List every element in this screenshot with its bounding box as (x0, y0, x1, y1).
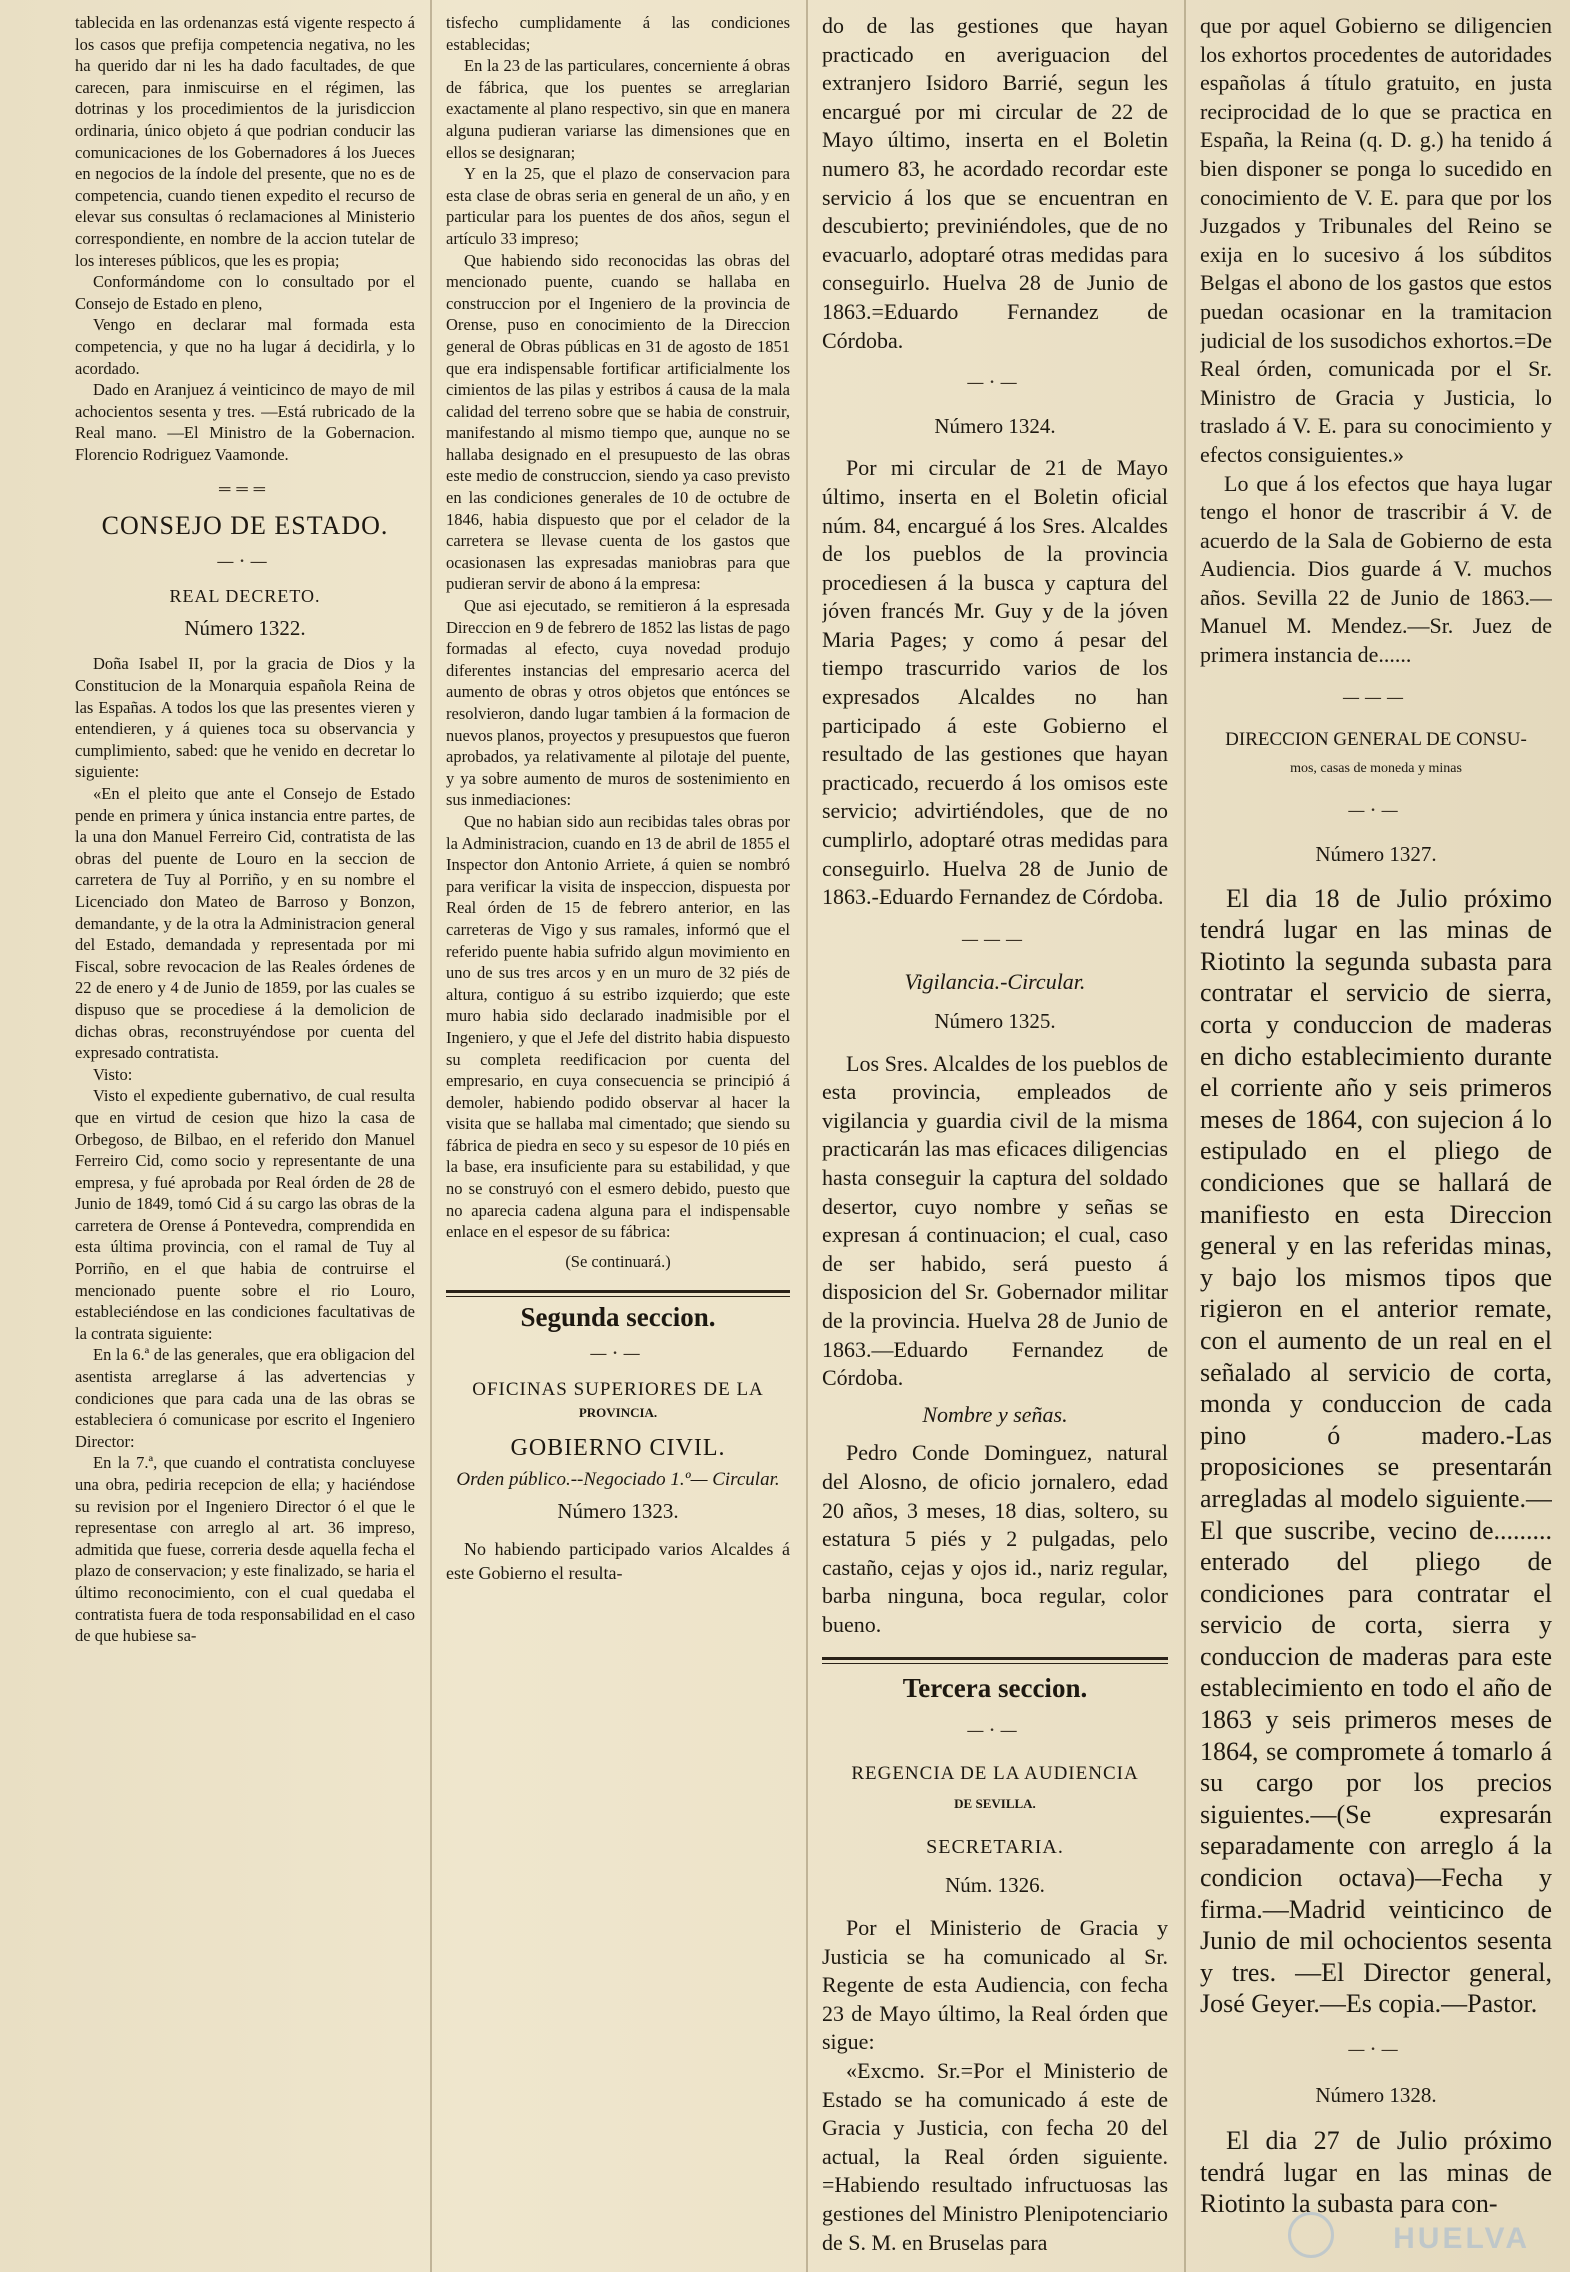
separator: —·— (217, 552, 273, 570)
subsection-heading: Nombre y señas. (922, 1401, 1068, 1427)
paragraph: Y en la 25, que el plazo de conservacion para esta clase de obras seria en general de un año, y en particular para los puentes de dos años, segun el artículo 33 impreso; (446, 164, 790, 248)
paragraph: Dado en Aranjuez á veinticinco de mayo de mil achocientos sesenta y tres. —Está rubricado de la Real mano. —El Ministro de la Gobernacion. Florencio Rodriguez Vaamonde. (75, 380, 415, 464)
item-number: Número 1323. (557, 1499, 679, 1523)
paragraph: Por mi circular de 21 de Mayo último, inserta en el Boletin oficial núm. 84, encargué á los Sres. Alcaldes de los pueblos de la provincia procediesen á la busca y captura del jóven francés Mr. Guy y de la jóven Maria Pages; y como á pesar del tiempo trascurrido varios de los expresados Alcaldes no han participado á este Gobierno el resultado de las gestiones que hayan practicado, recuerdo á los omisos este servicio; advirtiéndoles, que de no cumplirlo, adoptaré otras medidas para conseguirlo. Huelva 28 de Junio de 1863.-Eduardo Fernandez de Córdoba. (822, 455, 1168, 910)
separator: —·— (967, 1722, 1023, 1740)
paragraph: «Excmo. Sr.=Por el Ministerio de Estado se ha comunicado á este de Gracia y Justicia, con fecha 20 del actual, la Real órden siguiente. =Habiendo resultado infructuosas las gestiones del Ministro Plenipotenciario de S. M. en Bruselas para (822, 2058, 1168, 2255)
column-rule (1184, 0, 1186, 2272)
paragraph: Que asi ejecutado, se remitieron á la espresada Direccion en 9 de febrero de 1852 las listas de pago formadas al efecto, cuya novedad produjo diferentes instancias del empresario acerca del aumento de obras y otros objetos que entónces se resolvieron, dando lugar tambien á la formacion de nuevos planos, proyectos y presupuestos que fueron aprobados, ya relativamente al pilotaje del puente, y ya sobre aumento de muros de sostenimiento en sus inmediaciones: (446, 596, 790, 810)
decree-heading: REAL DECRETO. (169, 586, 321, 607)
item-number: Núm. 1326. (945, 1873, 1045, 1898)
paragraph: Doña Isabel II, por la gracia de Dios y la Constitucion de la Monarquia española Reina de las Españas. A todos los que las presentes vieren y entendieren, y á quienes toca su observancia y cumplimiento, sabed: que he venido en decretar lo siguiente: (75, 654, 415, 782)
separator: —·— (590, 1345, 646, 1363)
section-heading: CONSEJO DE ESTADO. (101, 511, 389, 541)
column-2 (446, 12, 790, 1585)
paragraph: tisfecho cumplidamente á las condiciones establecidas; (446, 13, 790, 54)
paragraph: Visto el expediente gubernativo, de cual resulta que en virtud de cesion que hizo la casa de Orbegoso, de Bilbao, en el referido don Manuel Ferreiro Cid, como socio y representante de una empresa, y fué aprobada por Real órden de 28 de Junio de 1849, tomó Cid á su cargo las obras de la carretera de Orense á Pontevedra, comprendida en esta última provincia, con el ramal de Tuy al Porriño, en el que habia de contruirse el mencionado puente sobre el rio Louro, estableciéndose en las condiciones facultativas de la contrata siguiente: (75, 1086, 415, 1343)
section-heading: Tercera seccion. (902, 1673, 1088, 1704)
section-heading: Segunda seccion. (520, 1302, 716, 1333)
paragraph: Conformándome con lo consultado por el Consejo de Estado en pleno, (75, 272, 415, 313)
separator: —·— (1348, 802, 1404, 820)
paragraph: En la 7.ª, que cuando el contratista concluyese una obra, pediria recepcion de ella; y haciéndose su revision por el Ingeniero Director ó el que le representase con arreglo al art. 36 impreso, admitida que fuese, correria desde aquella fecha el plazo de conservacion; y este finalizado, se haria el último reconocimiento, con el cual quedaba el contratista fuera de toda responsabilidad en el caso de que hubiese sa- (75, 1453, 415, 1646)
government-heading: GOBIERNO CIVIL. (510, 1434, 726, 1461)
paragraph: Lo que á los efectos que haya lugar tengo el honor de trascribir á V. de acuerdo de la Sala de Gobierno de esta Audiencia. Dios guarde á V. muchos años. Sevilla 22 de Junio de 1863.—Manuel M. Mendez.—Sr. Juez de primera instancia de...... (1200, 470, 1552, 668)
archive-seal-icon (1288, 2212, 1334, 2258)
column-rule (806, 0, 808, 2272)
office-heading: SECRETARIA. (926, 1835, 1064, 1858)
archive-watermark: HUELVA (1393, 2222, 1530, 2255)
column-1 (75, 12, 415, 1647)
paragraph: Visto: (93, 1064, 133, 1084)
section-rule (446, 1290, 790, 1297)
continued-note: (Se continuará.) (565, 1251, 671, 1271)
office-heading: DIRECCION GENERAL DE CONSU- (1225, 729, 1527, 751)
paragraph: Vengo en declarar mal formada esta competencia, y que no ha lugar á decidirla, y lo acordado. (75, 315, 415, 378)
paragraph: que por aquel Gobierno se diligencien los exhortos procedentes de autoridades españolas á título gratuito, en justa reciprocidad de lo que se practica en España, la Reina (q. D. g.) ha tenido á bien disponer se ponga lo sucedido en conocimiento de V. E. para que por los Juzgados y Tribunales del Reino se exija en lo sucesivo á los súbditos Belgas el abono de los gastos que estos puedan ocasionar en la tramitacion judicial de los susodichos exhortos.=De Real órden, comunicada por el Sr. Ministro de Gracia y Justicia, lo traslado á V. E. para su conocimiento y efectos consiguientes.» (1200, 13, 1552, 467)
office-subheading: mos, casas de moneda y minas (1290, 760, 1462, 776)
paragraph: En la 6.ª de las generales, que era obligacion del asentista arreglarse á las advertencias y condiciones que para cada una de las obras se estableciera ó comunicase por escrito el Ingeniero Director: (75, 1345, 415, 1451)
column-rule (430, 0, 432, 2272)
column-3 (822, 12, 1168, 2257)
subsection-heading: Vigilancia.-Circular. (904, 969, 1086, 995)
separator: ——— (1343, 688, 1409, 706)
office-heading: OFICINAS SUPERIORES DE LA (472, 1378, 764, 1400)
paragraph: tablecida en las ordenanzas está vigente respecto á los casos que prefija competencia negativa, no les ha querido dar ni les ha dado facultades, de que carecen, para inmiscuirse en el régimen, las dotrinas y los procedimientos de la jurisdiccion ordinaria, único objeto á que podrian conducir las comunicaciones de los Gobernadores á los Jueces en negocios de la índole del presente, que no es de competencia, cuando tienen expedito el recurso de elevar sus consultas ó reclamaciones al Ministerio correspondiente, en nombre de la accion tutelar de los intereses públicos, que les es propia; (75, 13, 415, 270)
office-heading: REGENCIA DE LA AUDIENCIA (851, 1762, 1139, 1784)
paragraph: do de las gestiones que hayan practicado en averiguacion del extranjero Isidoro Barrié, segun les encargué por mi circular de 22 de Mayo último, inserta en el Boletin numero 83, he acordado recordar este servicio á los que se encuentran en descubierto; previniéndoles, que de no evacuarlo, adoptaré otras medidas para conseguirlo. Huelva 28 de Junio de 1863.=Eduardo Fernandez de Córdoba. (822, 13, 1168, 353)
circular-heading: Orden público.--Negociado 1.º— Circular. (456, 1469, 780, 1491)
section-rule (822, 1657, 1168, 1664)
office-subheading: DE SEVILLA. (954, 1796, 1036, 1812)
office-subheading: PROVINCIA. (578, 1405, 658, 1421)
paragraph: Por el Ministerio de Gracia y Justicia se ha comunicado al Sr. Regente de esta Audiencia, con fecha 23 de Mayo último, la Real órden que sigue: (822, 1915, 1168, 2055)
item-number: Número 1322. (184, 615, 306, 640)
paragraph: Que habiendo sido reconocidas las obras del mencionado puente, cuando se hallaba en construccion por el Ingeniero de la provincia de Orense, puso en conocimiento de la Direccion general de Obras públicas en 31 de agosto de 1851 que era indispensable fortificar artificialmente los cimientos de las pilas y estribos á causa de la mala calidad del terreno sobre que se habia de construir, manifestando al mismo tiempo que, aunque no se hallaba designado en el presupuesto de las obras este medio de construccion, siendo ya caso previsto en las condiciones generales de 10 de octubre de 1846, habia dispuesto que por el celador de la carretera se llevase cuenta de los gastos que ocasionasen las expresadas maniobras para que pudieran servir de abono á la empresa: (446, 250, 790, 594)
paragraph: No habiendo participado varios Alcaldes á este Gobierno el resulta- (446, 1538, 790, 1583)
item-number: Número 1324. (934, 413, 1056, 438)
separator: ——— (962, 930, 1028, 948)
item-number: Número 1325. (934, 1009, 1056, 1033)
paragraph: El dia 27 de Julio próximo tendrá lugar en las minas de Riotinto la subasta para con- (1200, 2126, 1552, 2219)
column-4 (1200, 12, 1552, 2220)
paragraph: En la 23 de las particulares, concerniente á obras de fábrica, que los puentes se arreglarian exactamente al plano respectivo, sin que en manera alguna pudieran variarse las dimensiones que en ellos se designaran; (446, 56, 790, 162)
paragraph: Que no habian sido aun recibidas tales obras por la Administracion, cuando en 13 de abril de 1855 el Inspector don Antonio Arriete, á quien se nombró para verificar la visita de inspeccion, dispuesta por Real órden de 15 de febrero anterior, en las carreteras de Vigo y sus ramales, informó que el referido puente habia sufrido algun movimiento en uno de sus tres arcos y en un muro de 32 piés de altura, contiguo á su estribo izquierdo; que este muro habia sido declarado inadmisible por el Ingeniero, y que el Jefe del distrito habia dispuesto su completa reedificacion por cuenta del empresario, en cuya consecuencia se principió á demoler, habiendo podido observar al hacer la visita que se hallaba mal cimentado; que siendo su fábrica de piedra en seco y su espesor de 10 piés en la base, era insuficiente para su estabilidad, y que no se construyó con el esmero debido, puesto que no aparecia cadena alguna para el indispensable enlace en el espesor de su fábrica: (446, 811, 790, 1242)
paragraph: Los Sres. Alcaldes de los pueblos de esta provincia, empleados de vigilancia y guardia civil de la misma practicarán las mas eficaces diligencias hasta conseguir la captura del soldado desertor, cuyo nombre y señas se expresan á continuacion; el cual, caso de ser habido, será puesto á disposicion del Sr. Gobernador militar de la provincia. Huelva 28 de Junio de 1863.—Eduardo Fernandez de Córdoba. (822, 1050, 1168, 1391)
paragraph: El dia 18 de Julio próximo tendrá lugar en las minas de Riotinto la segunda subasta para contratar el servicio de sierra, corta y conduccion de maderas en dicho establecimiento durante el corriente año y seis primeros meses de 1864, con sujecion á lo estipulado en el pliego de condiciones que se hallará de manifiesto en esta Direccion general y en las referidas minas, y bajo los mismos tipos que rigieron en el anterior remate, con el aumento de un real en el señalado al servicio de corta, monda y conduccion de cada pino ó madero.-Las proposiciones se presentarán arregladas al modelo siguiente.—El que suscribe, vecino de......... enterado del pliego de condiciones para contratar el servicio de corta, sierra y conduccion de maderas para este establecimiento en todo el año de 1863 y seis primeros meses de 1864, se compromete á tomarlo á su cargo por los precios siguientes.—(Se expresarán separadamente con arreglo á la condicion octava)—Fecha y firma.—Madrid veinticinco de Junio de mil ochocientos sesenta y tres. —El Director general, José Geyer.—Es copia.—Pastor. (1200, 883, 1552, 2019)
item-number: Número 1327. (1315, 842, 1437, 867)
paragraph: Pedro Conde Dominguez, natural del Alosno, de oficio jornalero, edad 20 años, 3 meses, 18 dias, soltero, su estatura 5 piés y 2 pulgadas, pelo castaño, cejas y ojos id., nariz regular, barba ninguna, boca regular, color bueno. (822, 1440, 1168, 1637)
item-number: Número 1328. (1315, 2082, 1437, 2107)
paragraph: «En el pleito que ante el Consejo de Estado pende en primera y única instancia entre partes, de la una don Manuel Ferreiro Cid, contratista de las obras del puente de Louro en la seccion de carretera de Tuy al Porriño, y en su nombre el Licenciado don Mateo de Barroso y Bonzon, demandante, y de la otra la Administracion general del Estado, demandada y representada por mi Fiscal, sobre revocacion de las Reales órdenes de 22 de enero y 4 de Junio de 1859, por las cuales se dispuso que se procediese á la demolicion de dichas obras, reconstruyéndose por cuenta del expresado contratista. (75, 784, 415, 1063)
separator: —·— (967, 374, 1023, 392)
separator: ═══ (218, 481, 271, 499)
separator: —·— (1348, 2041, 1404, 2058)
